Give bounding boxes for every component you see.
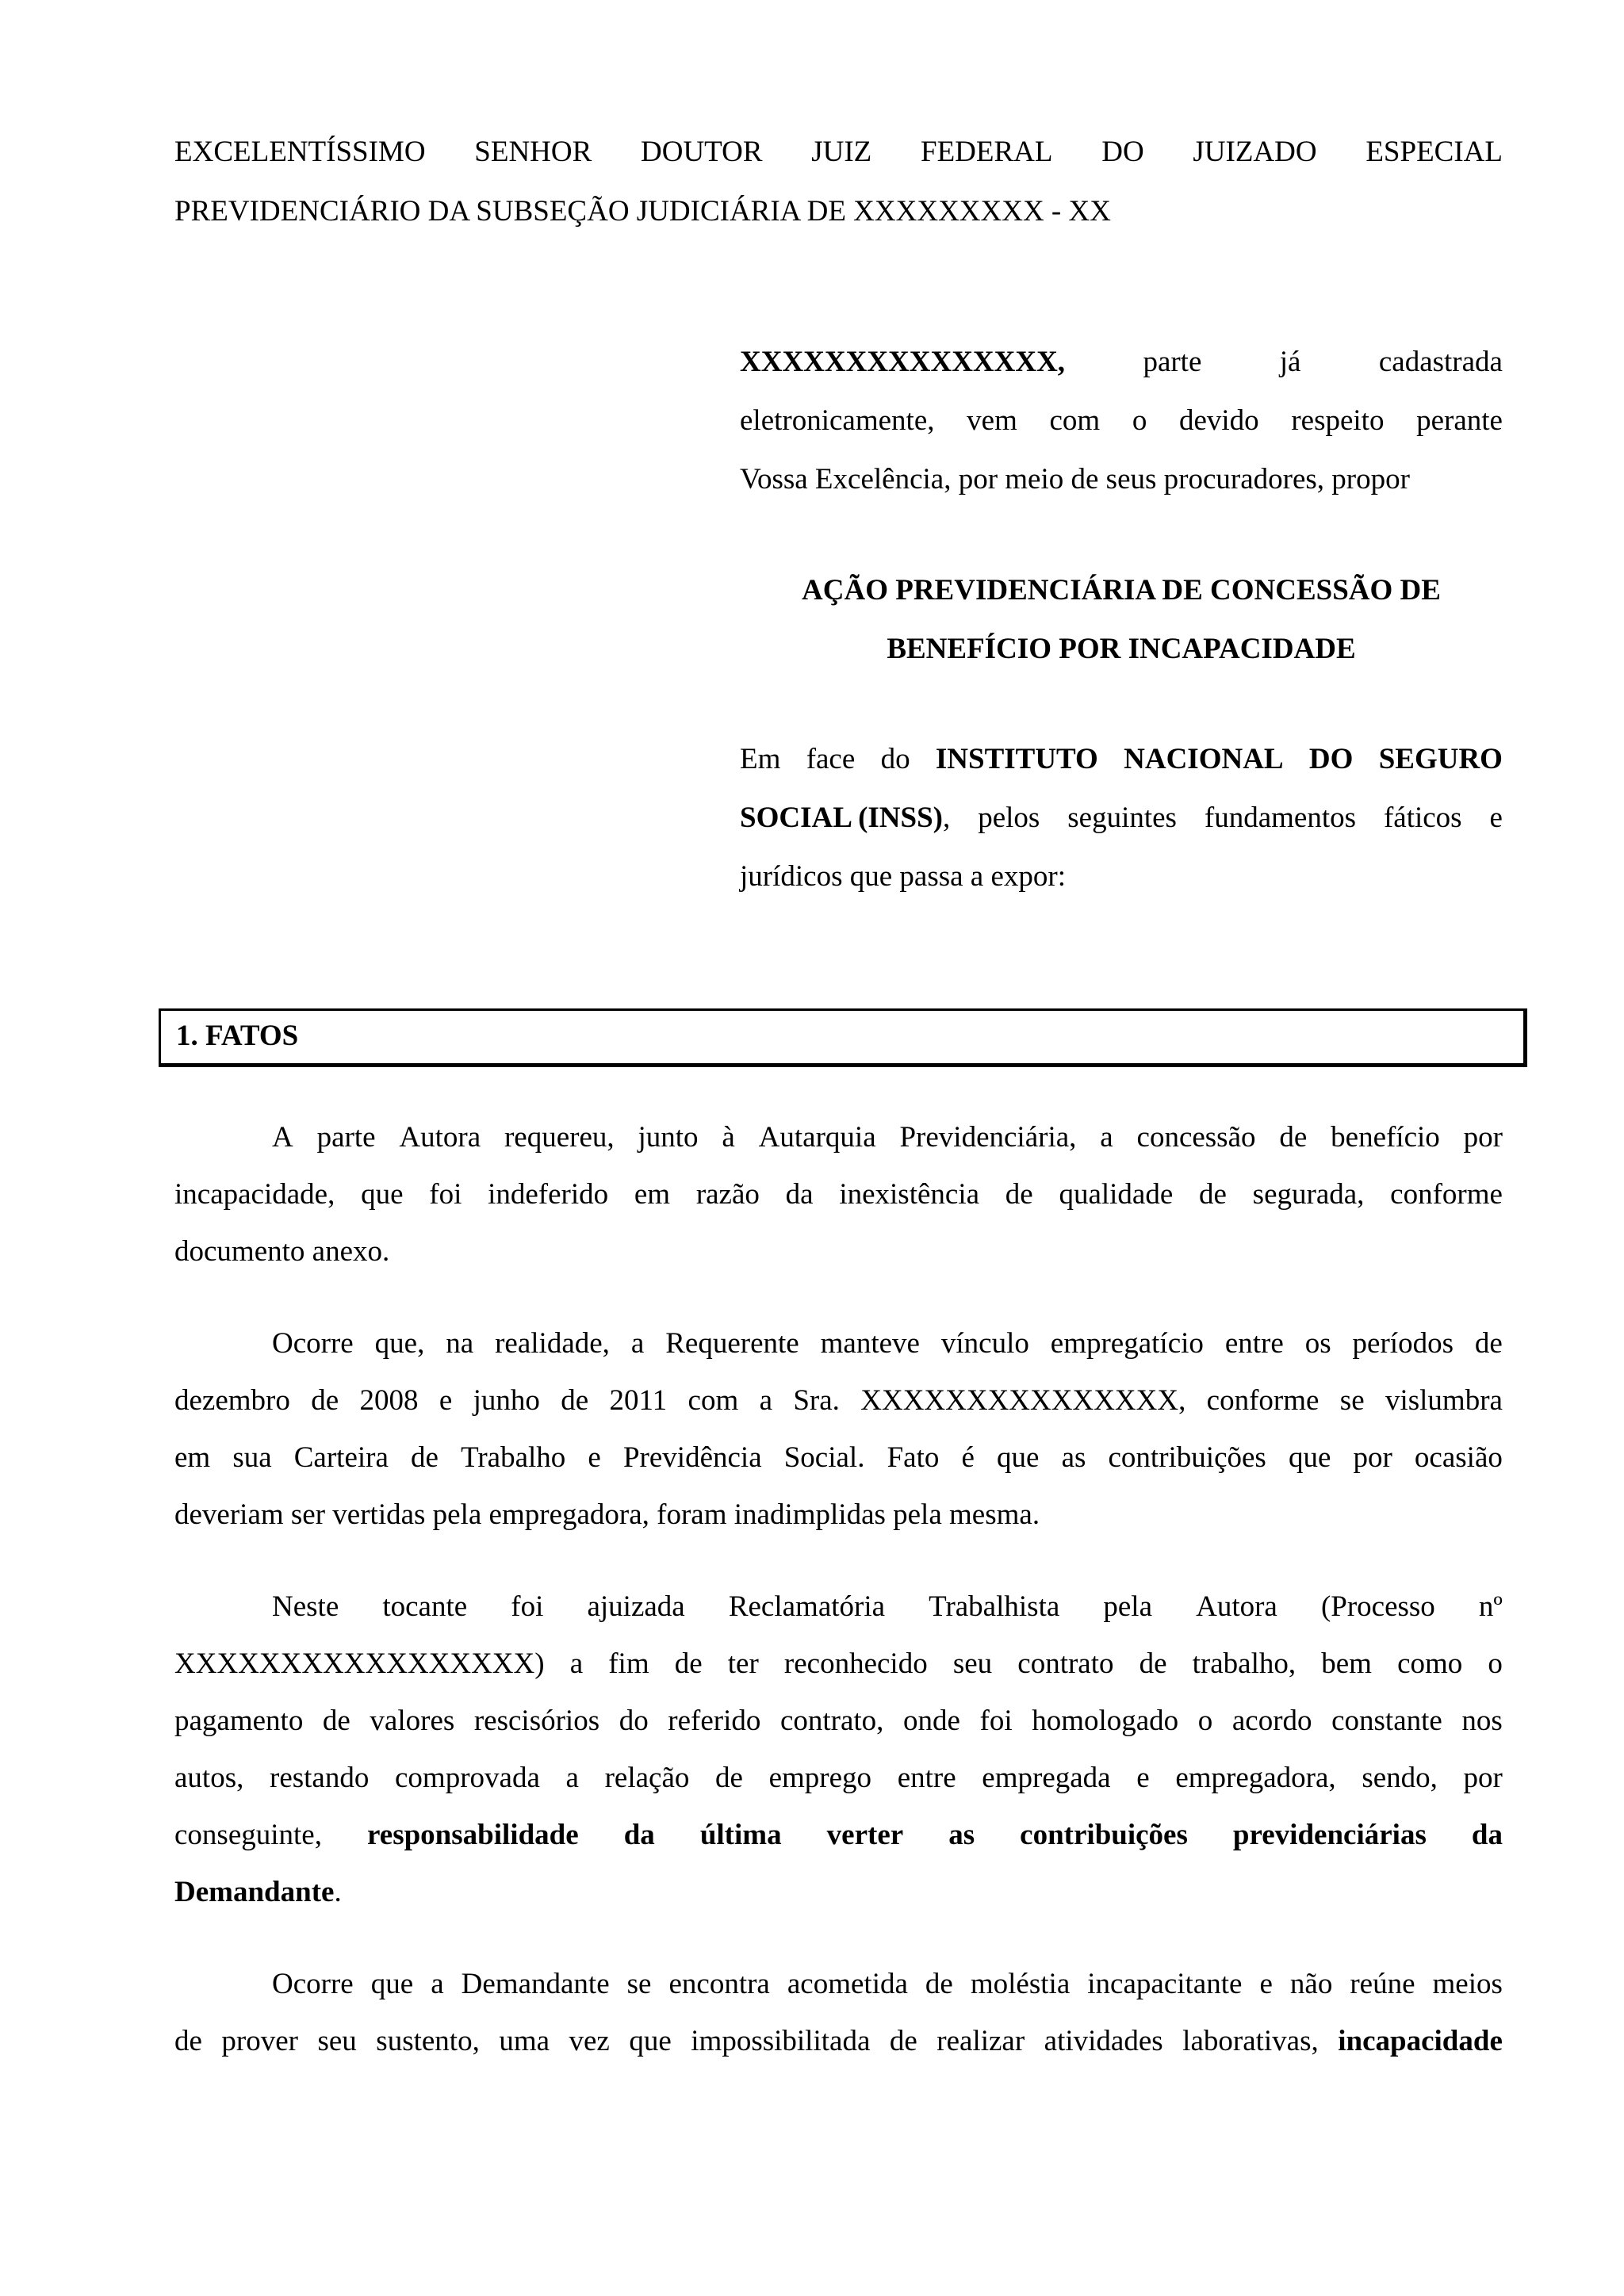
word: e (1136, 1762, 1150, 1794)
p1-line-1 (272, 1108, 1503, 1167)
action-title-line-1: AÇÃO PREVIDENCIÁRIA DE CONCESSÃO DE (802, 574, 1441, 607)
word: de (1139, 1647, 1167, 1680)
defendant-line-2 (740, 789, 1503, 848)
word: JUIZADO (1193, 136, 1317, 168)
word: última (699, 1819, 782, 1851)
word: prover (221, 2025, 298, 2057)
word: FEDERAL (921, 136, 1053, 168)
p3-line-1 (272, 1578, 1503, 1636)
word: fáticos (1383, 802, 1462, 834)
word: que (1288, 1441, 1331, 1474)
word: benefício (1331, 1121, 1440, 1154)
word: Autora (399, 1121, 481, 1154)
qualification-line-1 (740, 333, 1503, 392)
word: razão (695, 1178, 760, 1211)
word: de (1474, 1327, 1503, 1360)
word: impossibilitada (691, 2025, 871, 2057)
word: (Processo (1320, 1590, 1435, 1623)
qualification-line-2 (740, 392, 1503, 450)
word: junho (473, 1384, 540, 1417)
word: restando (270, 1762, 370, 1794)
p4-line-2 (174, 2012, 1503, 2071)
word: de (925, 1968, 953, 2000)
word: seu (952, 1647, 993, 1680)
word: de (889, 2025, 917, 2057)
word: DOUTOR (641, 136, 763, 168)
word: do (880, 743, 910, 775)
word: a (1100, 1121, 1113, 1154)
word: de (561, 1384, 589, 1417)
word: Ocorre (272, 1968, 354, 2000)
word: SOCIAL (INSS), (740, 802, 951, 834)
word: vislumbra (1385, 1384, 1503, 1417)
word: DO (1308, 743, 1354, 775)
word: a (569, 1647, 584, 1680)
word: conforme (1206, 1384, 1320, 1417)
word: não (1289, 1968, 1333, 2000)
word: Em (740, 743, 781, 775)
word: contribuições (1108, 1441, 1266, 1474)
word: se (626, 1968, 652, 2000)
word: homologado (1032, 1705, 1179, 1737)
word: concessão (1136, 1121, 1256, 1154)
word: relação (604, 1762, 690, 1794)
word: Previdenciária, (899, 1121, 1077, 1154)
word: da (785, 1178, 814, 1211)
word: A (272, 1121, 293, 1154)
word: do (619, 1705, 649, 1737)
word: a (431, 1968, 444, 2000)
word: que (361, 1178, 404, 1211)
word: sua (232, 1441, 272, 1474)
p3-line-6-bold: Demandante (174, 1876, 335, 1908)
word: constante (1331, 1705, 1442, 1737)
word: já (1279, 346, 1301, 378)
word: manteve (820, 1327, 920, 1360)
p3-line-3 (174, 1692, 1503, 1751)
word: de (311, 1384, 339, 1417)
word: a (565, 1762, 579, 1794)
word: que (370, 1968, 414, 2000)
word: cadastrada (1378, 346, 1503, 378)
word: XXXXXXXXXXXXXXX, (860, 1384, 1186, 1417)
word: Trabalho (461, 1441, 566, 1474)
word: com (688, 1384, 739, 1417)
word: referido (668, 1705, 761, 1737)
word: indeferido (488, 1178, 609, 1211)
word: entre (1224, 1327, 1284, 1360)
word: Carteira (293, 1441, 389, 1474)
word: os (1304, 1327, 1331, 1360)
word: Neste (272, 1590, 339, 1623)
word: e (1259, 1968, 1273, 2000)
word: por (1463, 1762, 1503, 1794)
word: rescisórios (473, 1705, 600, 1737)
word: pelos (978, 802, 1040, 834)
word: pela (1103, 1590, 1152, 1623)
p3-line-2 (174, 1635, 1503, 1693)
word: ter (727, 1647, 759, 1680)
word: respeito (1291, 404, 1385, 437)
word: dezembro (174, 1384, 290, 1417)
word: onde (903, 1705, 960, 1737)
word: a (630, 1327, 645, 1360)
word: de (1279, 1121, 1308, 1154)
word: que, (374, 1327, 425, 1360)
word: bem (1321, 1647, 1372, 1680)
word: EXCELENTÍSSIMO (174, 136, 426, 168)
word: que (997, 1441, 1040, 1474)
word: nº (1478, 1590, 1503, 1623)
p3-line-6-rest: . (334, 1876, 342, 1908)
p4-line-1 (272, 1955, 1503, 2014)
word: em (174, 1441, 211, 1474)
word: empregadora, (1175, 1762, 1336, 1794)
word: Autarquia (758, 1121, 876, 1154)
word: sendo, (1362, 1762, 1438, 1794)
word: de (1005, 1178, 1033, 1211)
word: Autora (1196, 1590, 1277, 1623)
word: contrato, (779, 1705, 884, 1737)
word: o (1132, 404, 1147, 437)
p3-line-4 (174, 1749, 1503, 1808)
word: seu (317, 2025, 357, 2057)
word: parte (316, 1121, 376, 1154)
p3-line-5 (174, 1806, 1503, 1865)
word: devido (1178, 404, 1259, 437)
word: segurada, (1252, 1178, 1365, 1211)
section-title: 1. FATOS (176, 1020, 299, 1052)
word: moléstia (970, 1968, 1071, 2000)
word: junto (638, 1121, 699, 1154)
word: Previdência (622, 1441, 762, 1474)
word: acordo (1231, 1705, 1312, 1737)
word: de (322, 1705, 350, 1737)
word: previdenciárias (1232, 1819, 1427, 1851)
defendant-line-3: jurídicos que passa a expor: (740, 860, 1066, 893)
word: pagamento (174, 1705, 304, 1737)
word: perante (1416, 404, 1503, 437)
word: trabalho, (1192, 1647, 1297, 1680)
word: o (1197, 1705, 1213, 1737)
word: de (411, 1441, 439, 1474)
word: incapacidade (1338, 2025, 1503, 2057)
word: as (1061, 1441, 1086, 1474)
word: o (1488, 1647, 1503, 1680)
word: de (674, 1647, 703, 1680)
word: conseguinte, (174, 1819, 322, 1851)
word: Demandante (461, 1968, 610, 2000)
word: nos (1461, 1705, 1503, 1737)
word: reúne (1350, 1968, 1415, 2000)
word: em (634, 1178, 671, 1211)
word: por (1463, 1121, 1503, 1154)
word: XXXXXXXXXXXXXXX, (740, 346, 1066, 378)
word: contribuições (1020, 1819, 1188, 1851)
word: é (961, 1441, 975, 1474)
word: se (1339, 1384, 1365, 1417)
p2-line-3 (174, 1429, 1503, 1487)
word: fim (608, 1647, 649, 1680)
word: 2011 (609, 1384, 668, 1417)
word: emprego (768, 1762, 872, 1794)
word: inexistência (839, 1178, 980, 1211)
word: foi (979, 1705, 1013, 1737)
word: realizar (936, 2025, 1025, 2057)
word: requereu, (504, 1121, 615, 1154)
p2-line-1 (272, 1314, 1503, 1373)
header-line-1 (174, 123, 1503, 182)
word: incapacidade, (174, 1178, 335, 1211)
word: qualidade (1059, 1178, 1174, 1211)
word: empregada (982, 1762, 1111, 1794)
word: a (759, 1384, 772, 1417)
word: INSTITUTO (935, 743, 1098, 775)
word: ESPECIAL (1365, 136, 1503, 168)
word: na (446, 1327, 474, 1360)
action-title-line-2: BENEFÍCIO POR INCAPACIDADE (887, 633, 1356, 665)
word: à (722, 1121, 735, 1154)
word: vez (569, 2025, 610, 2057)
p3-line-6 (174, 1863, 1503, 1922)
word: Requerente (665, 1327, 799, 1360)
word: uma (499, 2025, 550, 2057)
word: empregatício (1050, 1327, 1204, 1360)
word: 2008 (359, 1384, 419, 1417)
word: parte (1143, 346, 1202, 378)
word: sustento, (376, 2025, 480, 2057)
word: DO (1101, 136, 1144, 168)
word: de (174, 2025, 202, 2057)
word: Ocorre (272, 1327, 354, 1360)
word: atividades (1044, 2025, 1163, 2057)
word: Reclamatória (728, 1590, 886, 1623)
word: vínculo (940, 1327, 1029, 1360)
word: conforme (1390, 1178, 1503, 1211)
word: ajuizada (587, 1590, 685, 1623)
word: Trabalhista (929, 1590, 1060, 1623)
header-line-2: PREVIDENCIÁRIO DA SUBSEÇÃO JUDICIÁRIA DE XXXXXXXXX - XX (174, 195, 1111, 228)
word: NACIONAL (1124, 743, 1284, 775)
word: reconhecido (783, 1647, 928, 1680)
word: verter (826, 1819, 904, 1851)
word: eletronicamente, (740, 404, 935, 437)
word: meios (1432, 1968, 1503, 2000)
word: por (1353, 1441, 1392, 1474)
word: contrato (1017, 1647, 1114, 1680)
p2-line-2 (174, 1372, 1503, 1430)
word: realidade, (495, 1327, 610, 1360)
word: vem (967, 404, 1017, 437)
word: autos, (174, 1762, 244, 1794)
word: e (588, 1441, 601, 1474)
word: de (1199, 1178, 1227, 1211)
word: tocante (382, 1590, 468, 1623)
word: comprovada (395, 1762, 540, 1794)
word: incapacitante (1087, 1968, 1243, 2000)
word: com (1049, 404, 1101, 437)
word: da (623, 1819, 655, 1851)
word: foi (429, 1178, 462, 1211)
word: períodos (1352, 1327, 1454, 1360)
word: e (1489, 802, 1503, 834)
word: valores (370, 1705, 455, 1737)
word: SENHOR (474, 136, 592, 168)
word: seguintes (1067, 802, 1177, 834)
word: que (629, 2025, 672, 2057)
word: e (439, 1384, 453, 1417)
word: Sra. (793, 1384, 840, 1417)
word: ocasião (1414, 1441, 1503, 1474)
word: fundamentos (1204, 802, 1357, 834)
word: foi (511, 1590, 544, 1623)
word: JUIZ (811, 136, 872, 168)
word: face (806, 743, 856, 775)
qualification-line-3: Vossa Excelência, por meio de seus procuradores, propor (740, 463, 1410, 496)
section-box (159, 1008, 1527, 1067)
word: SEGURO (1378, 743, 1503, 775)
word: acometida (787, 1968, 908, 2000)
word: da (1471, 1819, 1503, 1851)
p2-line-4: deveriam ser vertidas pela empregadora, foram inadimplidas pela mesma. (174, 1498, 1040, 1531)
word: entre (897, 1762, 956, 1794)
defendant-line-1 (740, 730, 1503, 789)
word: de (715, 1762, 743, 1794)
p1-line-3: documento anexo. (174, 1235, 390, 1268)
word: Social. (783, 1441, 865, 1474)
word: encontra (668, 1968, 770, 2000)
word: Fato (887, 1441, 940, 1474)
word: responsabilidade (367, 1819, 579, 1851)
word: como (1397, 1647, 1463, 1680)
p1-line-2 (174, 1165, 1503, 1224)
word: XXXXXXXXXXXXXXXXX) (174, 1647, 545, 1680)
word: as (948, 1819, 975, 1851)
word: laborativas, (1182, 2025, 1319, 2057)
